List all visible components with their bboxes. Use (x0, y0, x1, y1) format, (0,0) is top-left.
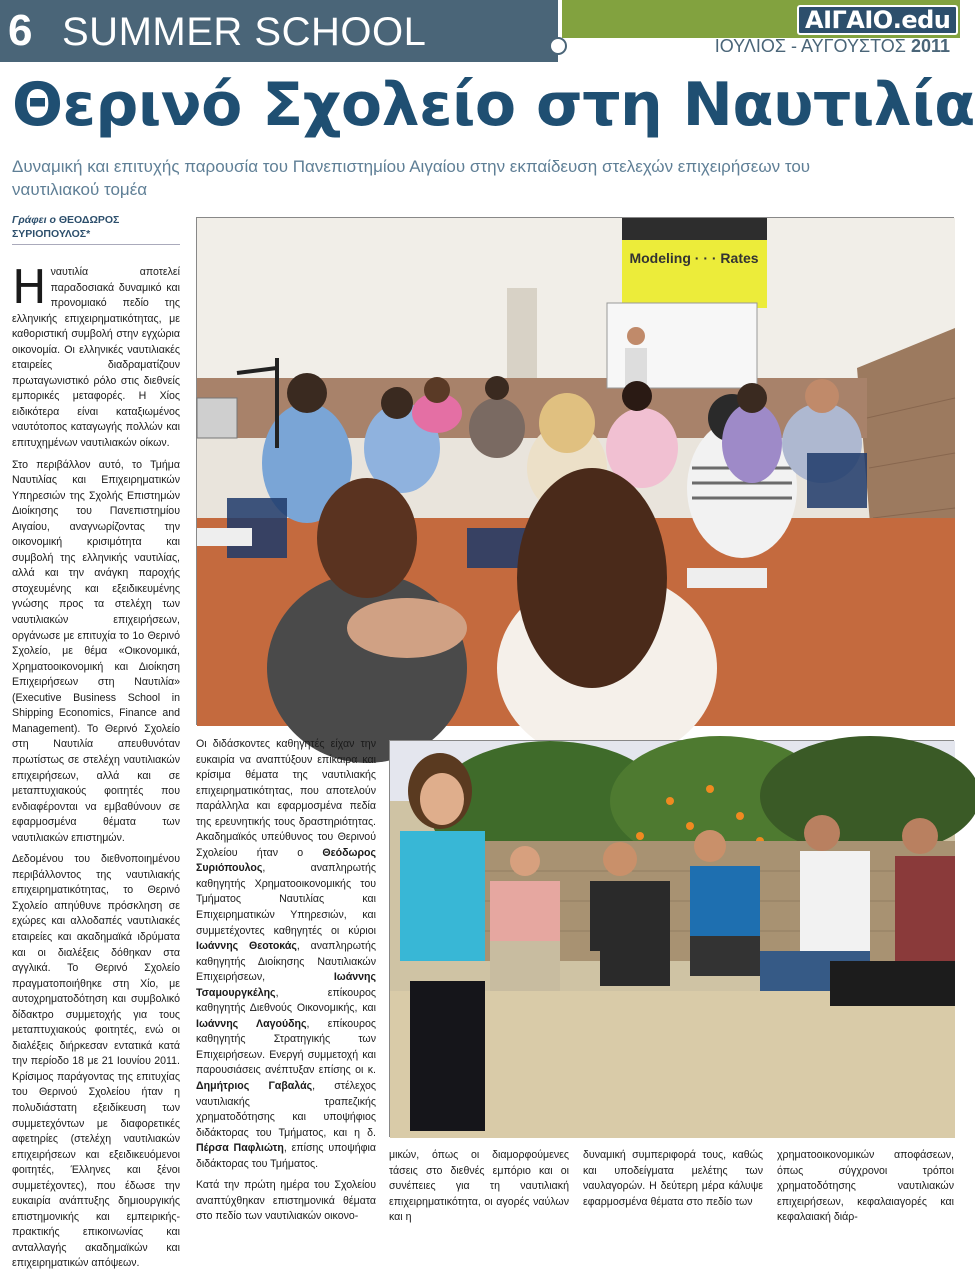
drop-cap: Η (12, 260, 47, 314)
issue-date: ΙΟΥΛΙΟΣ - ΑΥΓΟΥΣΤΟΣ 2011 (714, 36, 950, 56)
section-title: SUMMER SCHOOL (62, 10, 427, 54)
article-subtitle: Δυναμική και επιτυχής παρουσία του Πανεπιστημίου Αιγαίου στην εκπαίδευση στελεχών επιχειρήσεων του ναυτιλιακού τομέα (12, 157, 811, 199)
article-column-5: χρηματοοικονομικών αποφάσεων, όπως σύγχρονοι τρόποι χρηματοδότησης ναυτιλιακών επιχειρήσεων, κεφαλαιαγορές και κεφαλαιακή διάρ- (777, 1149, 954, 1224)
outdoor-group-photo (389, 740, 954, 1137)
page-number: 6 (8, 6, 33, 55)
classroom-photo (196, 217, 954, 725)
article-title: Θερινό Σχολείο στη Ναυτιλία (12, 70, 975, 140)
article-column-4: δυναμική συμπεριφορά τους, καθώς και υποδείγματα μελέτης των ναυλαγορών. Η δεύτερη μέρα κάλυψε εφαρμοσμένα θέματα στο πεδίο των (583, 1149, 763, 1208)
article-column-3: μικών, όπως οι διαμορφούμενες τάσεις στο διεθνές εμπόριο και οι συνέπειες για τη ναυτιλιακή επιχειρηματικότητα, οι αγορές ναύλων και η (389, 1149, 569, 1224)
slide-text: Modeling · · · Rates (629, 250, 759, 266)
publication-logo: ΑΙΓΑΙΟ.edu (797, 5, 958, 35)
article-column-2: Οι διδάσκοντες καθηγητές είχαν την ευκαιρία να αναπτύξουν επίκαιρα και κρίσιμα θέματα της ναυτιλιακής επιχειρηματικότητας, που αποτελούν παράλληλα και εφαρμοσμένα πεδία της ερευνητικής τους δραστηριότητας. Ακαδημαϊκός υπεύθυνος του Θερινού Σχολείου ήταν ο Θεόδωρος Συριόπουλος, αναπληρωτής καθηγητής Χρηματοοικονομικής του Τμήματος Ναυτιλίας και Επιχειρηματικών Υπηρεσιών, και συμμετέχοντες καθηγητές οι κύριοι Ιωάννης Θεοτοκάς, αναπληρωτής καθηγητής Διοίκησης Ναυτιλιακών Επιχειρήσεων, Ιωάννης Τσαμουργκέλης, επίκουρος καθηγητής Διεθνούς Οικονομικής, και Ιωάννης Λαγούδης, επίκουρος καθηγητής Στρατηγικής των Επιχειρήσεων. Ενεργή συμμετοχή και παρουσιάσεις ανέπτυξαν επίσης οι κ. Δημήτριος Γαβαλάς, στέλεχος ναυτιλιακής τραπεζικής χρηματοδότησης και υποψήφιος διδάκτορας του Τμήματος, και η δ. Πέρσα Παφλιώτη, επίσης υποψήφια διδάκτορας του Τμήματος. Κατά την πρώτη ημέρα του Σχολείου αναπτύχθηκαν επιστημονικά θέματα στο πεδίο των ναυτιλιακών οικονο- (196, 738, 376, 1223)
band-dot (549, 37, 567, 55)
byline: Γράφει ο ΘΕΟΔΩΡΟΣ ΣΥΡΙΟΠΟΥΛΟΣ* (12, 213, 180, 245)
article-column-1: Ηναυτιλία αποτελεί παραδοσιακά δυναμικό και προνομιακό πεδίο της ελληνικής επιχειρηματικότητας, με καθοριστική συμβολή στην εγχώρια οικονομία. Οι ελληνικές ναυτιλιακές εταιρείες διαδραματίζουν πρωταγωνιστικό ρόλο στις διεθνείς εμπορικές μεταφορές. Η Χίος ειδικότερα είναι καταξιωμένος ναυτότοπος καταγωγής πολλών και επιτυχημένων ναυτιλιακών οίκων. Στο περιβάλλον αυτό, το Τμήμα Ναυτιλίας και Επιχειρηματικών Υπηρεσιών της Σχολής Επιστημών Διοίκησης του Πανεπιστημίου Αιγαίου, αναγνωρίζοντας την οικονομική κρισιμότητα και συμβολή της ελληνικής ναυτιλίας, αλλά και την ανάγκη παροχής στοχευμένης και εξειδικευμένης γνώσης προς τα στελέχη των ναυτιλιακών επιχειρήσεων, οργάνωσε με επιτυχία το 1ο Θερινό Σχολείο, με θέμα «Οικονομικά, Χρηματοοικονομική και Διοίκηση Επιχειρήσεων στη Ναυτιλία» (Executive Business School in Shipping Economics, Finance and Management). Το Θερινό Σχολείο στη Ναυτιλία απευθυνόταν πρωτίστως σε στελέχη ναυτιλιακών επιχειρήσεων, αλλά και σε μεταπτυχιακούς φοιτητές που ενδιαφέρονται να εμβαθύνουν σε εφαρμοσμένα θέματα των ναυτιλιακών επιστημών. Δεδομένου του διεθνοποιημένου περιβάλλοντος της ναυτιλιακής επιχειρηματικότητας, το Θερινό Σχολείο απηύθυνε πρόσκληση σε εχώρες και αλλοδαπές ναυτιλιακές εταιρείες και ακαδημαϊκά ιδρύματα και οι διαλέξεις δόθηκαν στα αγγλικά. Το Θερινό Σχολείο πραγματοποιήθηκε στη Χίο, με αυτοχρηματοδότηση και συμβολικό δίδακτρο συμμετοχής για τους μεταπτυχιακούς φοιτητές, ενώ οι διαλέξεις διήρκεσαν εντατικά κατά την περίοδο 18 με 21 Ιουνίου 2011. Κρίσιμος παράγοντας της επιτυχίας του Θερινού Σχολείου ήταν η πολυδιάστατη εξειδίκευση των συμμετεχόντων με διαφορετικές αφετηρίες (στελέχη ναυτιλιακών επιχειρήσεων και εξειδικευόμενοι φοιτητές, Έλληνες και ξένοι συμμετέχοντες), που έδωσε την ευκαιρία ανάπτυξης δημιουργικής επιστημονικής και εμπειρικής-πρακτικής επικοινωνίας και ανταλλαγής ακαδημαϊκών και επιχειρηματικών απόψεων. (12, 260, 180, 1270)
